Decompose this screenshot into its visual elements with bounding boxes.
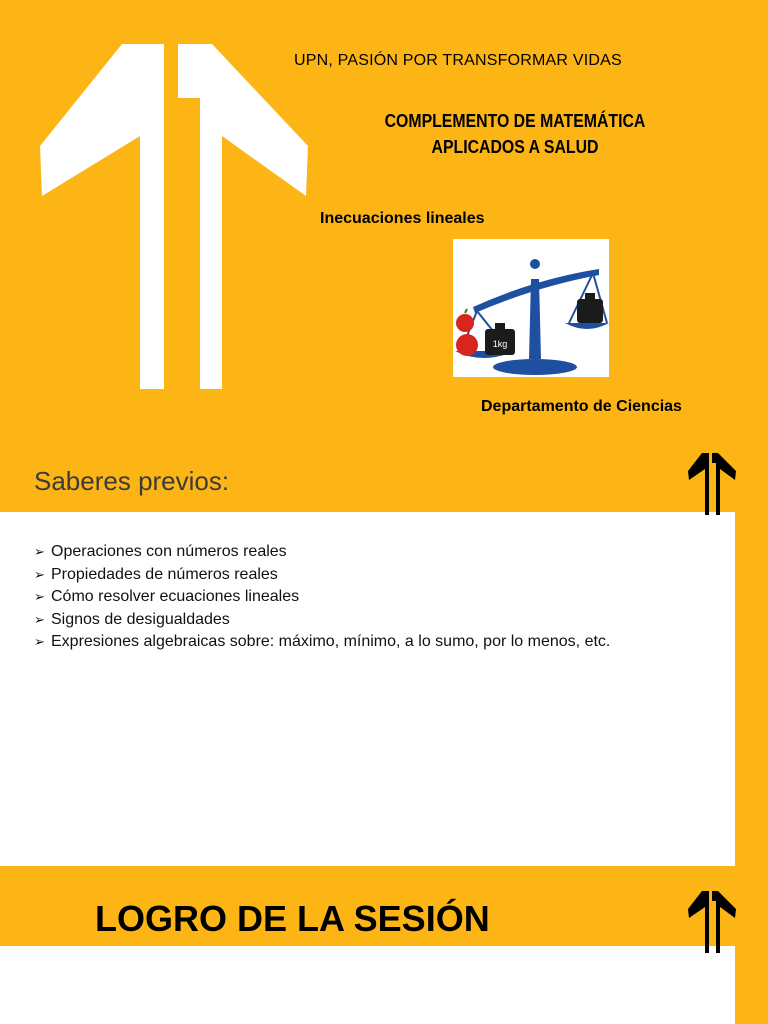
- balance-scale-icon: [453, 239, 609, 377]
- list-item: ➢ Operaciones con números reales: [34, 541, 644, 564]
- list-item: ➢ Signos de desigualdades: [34, 609, 644, 632]
- weight-label: 1kg: [492, 339, 508, 349]
- upn-logo-small-icon: [687, 453, 737, 515]
- course-title-line-2: APLICADOS A SALUD: [431, 137, 599, 157]
- side-stripe: [735, 450, 768, 866]
- bullet-arrow-icon: ➢: [34, 544, 45, 559]
- side-stripe: [735, 866, 768, 1024]
- upn-logo-icon: [36, 44, 308, 389]
- upn-tagline: UPN, PASIÓN POR TRANSFORMAR VIDAS: [294, 52, 622, 69]
- prior-knowledge-list: [34, 541, 644, 654]
- list-item: ➢ Cómo resolver ecuaciones lineales: [34, 586, 644, 609]
- department-label: Departamento de Ciencias: [481, 398, 682, 415]
- upn-logo-small-icon: [687, 891, 737, 953]
- bullet-arrow-icon: ➢: [34, 634, 45, 649]
- prior-knowledge-slide: [0, 450, 768, 866]
- balance-scale-illustration: [453, 239, 609, 377]
- course-title: [361, 108, 669, 160]
- bullet-arrow-icon: ➢: [34, 589, 45, 604]
- topic-title: Inecuaciones lineales: [320, 210, 485, 227]
- bullet-arrow-icon: ➢: [34, 611, 45, 627]
- session-goal-slide: [0, 866, 768, 1024]
- bullet-arrow-icon: ➢: [34, 566, 45, 582]
- list-item: ➢ Propiedades de números reales: [34, 564, 644, 587]
- list-item: ➢ Expresiones algebraicas sobre: máximo, mínimo, a lo sumo, por lo menos, etc.: [34, 631, 644, 654]
- course-title-line-1: COMPLEMENTO DE MATEMÁTICA: [384, 111, 646, 131]
- session-goal-title: LOGRO DE LA SESIÓN: [95, 898, 490, 939]
- prior-knowledge-title: Saberes previos:: [34, 466, 230, 496]
- cover-slide: [0, 0, 768, 450]
